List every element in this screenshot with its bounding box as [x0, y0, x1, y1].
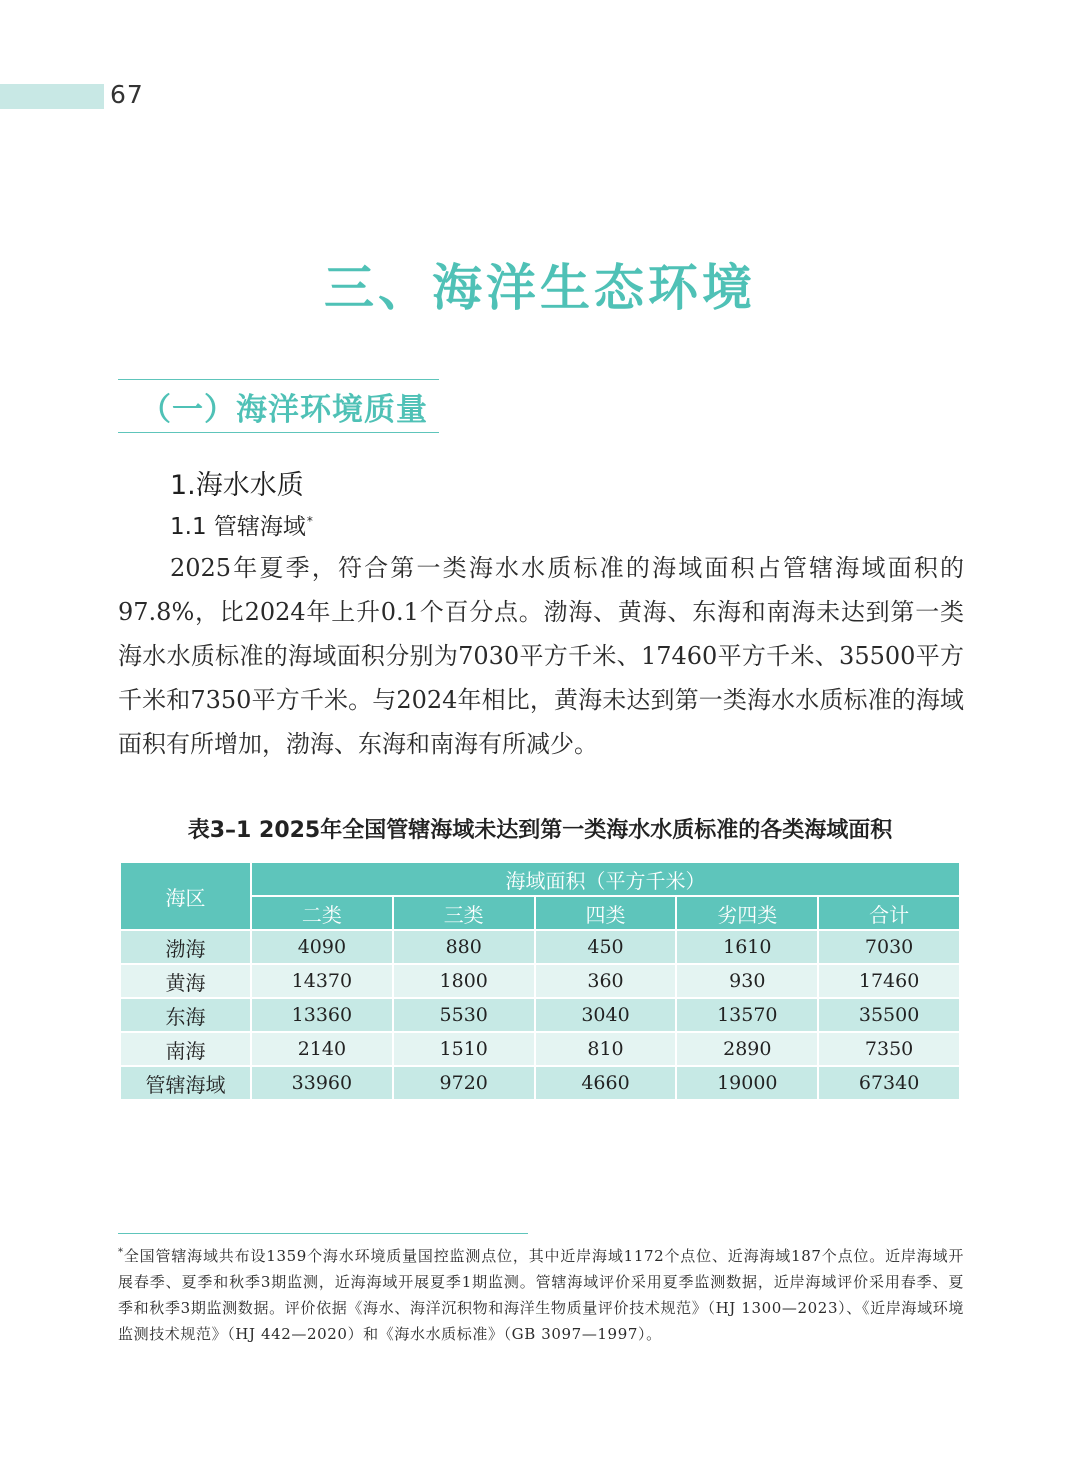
page-number-bar: [0, 84, 104, 109]
value-cell: 33960: [251, 1066, 393, 1100]
value-cell: 7030: [818, 930, 960, 964]
value-cell: 7350: [818, 1032, 960, 1066]
table-row: [120, 1066, 960, 1100]
page-number: 67: [110, 80, 144, 109]
table-row: [120, 1032, 960, 1066]
footnote-text: 全国管辖海域共布设1359个海水环境质量国控监测点位，其中近岸海域1172个点位、近海海域187个点位。近岸海域开展春季、夏季和秋季3期监测，近海海域开展夏季1期监测。管辖海域评价采用夏季监测数据，近岸海域评价采用春季、夏季和秋季3期监测数据。评价依据《海水、海洋沉积物和海洋生物质量评价技术规范》（HJ 1300—2023）、《近岸海域环境监测技术规范》（HJ 442—2020）和《海水水质标准》（GB 3097—1997）。: [118, 1247, 964, 1343]
value-cell: 2140: [251, 1032, 393, 1066]
value-cell: 19000: [676, 1066, 818, 1100]
footnote-marker: *: [118, 1247, 124, 1258]
section-title: （一）海洋环境质量: [140, 392, 428, 428]
value-cell: 17460: [818, 964, 960, 998]
region-cell: 渤海: [120, 930, 251, 964]
value-cell: 67340: [818, 1066, 960, 1100]
table-caption: 表3–1 2025年全国管辖海域未达到第一类海水水质标准的各类海域面积: [187, 818, 893, 843]
chapter-title: 三、海洋生态环境: [324, 259, 756, 317]
region-cell: 东海: [120, 998, 251, 1032]
region-cell: 黄海: [120, 964, 251, 998]
value-cell: 13570: [676, 998, 818, 1032]
value-cell: 360: [535, 964, 677, 998]
column-header: 劣四类: [676, 896, 818, 930]
column-header: 三类: [393, 896, 535, 930]
region-cell: 管辖海域: [120, 1066, 251, 1100]
value-cell: 13360: [251, 998, 393, 1032]
sea-area-table: [119, 861, 961, 1101]
value-cell: 3040: [535, 998, 677, 1032]
value-cell: 1610: [676, 930, 818, 964]
column-header: 合计: [818, 896, 960, 930]
value-cell: 450: [535, 930, 677, 964]
subsection-heading: 1.海水水质: [170, 470, 304, 501]
value-cell: 810: [535, 1032, 677, 1066]
subsubsection-label: 1.1 管辖海域: [170, 514, 306, 540]
value-cell: 4090: [251, 930, 393, 964]
footnote: [118, 1240, 964, 1347]
value-cell: 1510: [393, 1032, 535, 1066]
value-cell: 2890: [676, 1032, 818, 1066]
footnote-divider: [118, 1233, 528, 1234]
value-cell: 880: [393, 930, 535, 964]
value-cell: 14370: [251, 964, 393, 998]
table-row: [120, 998, 960, 1032]
value-cell: 1800: [393, 964, 535, 998]
table-row: [120, 964, 960, 998]
value-cell: 9720: [393, 1066, 535, 1100]
value-cell: 930: [676, 964, 818, 998]
footnote-marker: *: [306, 514, 313, 528]
value-cell: 4660: [535, 1066, 677, 1100]
table-row: [120, 930, 960, 964]
region-cell: 南海: [120, 1032, 251, 1066]
subsubsection-heading: [170, 508, 313, 541]
value-cell: 5530: [393, 998, 535, 1032]
column-header: 四类: [535, 896, 677, 930]
value-cell: 35500: [818, 998, 960, 1032]
header-group: 海域面积（平方千米）: [251, 862, 960, 896]
column-header: 二类: [251, 896, 393, 930]
body-paragraph: 2025年夏季，符合第一类海水水质标准的海域面积占管辖海域面积的97.8%，比2024年上升0.1个百分点。渤海、黄海、东海和南海未达到第一类海水水质标准的海域面积分别为7030平方千米、17460平方千米、35500平方千米和7350平方千米。与2024年相比，黄海未达到第一类海水水质标准的海域面积有所增加，渤海、东海和南海有所减少。: [118, 554, 964, 758]
header-region: 海区: [120, 862, 251, 930]
